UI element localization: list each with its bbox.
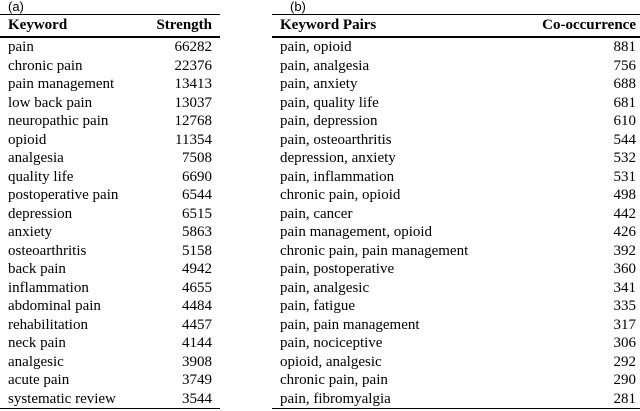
table-row	[0, 297, 220, 316]
table-row	[272, 186, 640, 205]
keyword-pair-cell: pain, anxiety	[280, 76, 358, 92]
table-row	[272, 353, 640, 372]
co-occurrence-cell: 292	[613, 353, 636, 370]
table-row	[0, 131, 220, 150]
co-occurrence-cell: 610	[613, 113, 636, 129]
strength-cell: 4144	[182, 335, 212, 351]
keyword-pair-cell: pain, analgesia	[280, 57, 370, 74]
strength-cell: 12768	[174, 113, 212, 129]
strength-cell: 3544	[182, 390, 212, 407]
table-row	[0, 186, 220, 205]
strength-cell: 3908	[182, 353, 212, 370]
keyword-cell: acute pain	[8, 372, 70, 388]
table-header-row	[272, 15, 640, 38]
column-header-co-occurrence: Co-occurrence	[514, 15, 640, 38]
keyword-cell: abdominal pain	[8, 298, 101, 314]
keyword-cell: pain	[8, 39, 34, 55]
table-row	[0, 57, 220, 76]
table-row	[0, 390, 220, 409]
co-occurrence-cell: 498	[613, 187, 636, 203]
column-header-keyword: Keyword	[0, 15, 140, 38]
table-row	[0, 37, 220, 57]
table-row	[272, 131, 640, 150]
strength-cell: 5158	[182, 242, 212, 259]
table-row	[272, 149, 640, 168]
table-row	[272, 334, 640, 353]
strength-cell: 6544	[182, 187, 212, 203]
keyword-pair-cell: pain, postoperative	[280, 261, 395, 277]
keyword-cell: neck pain	[8, 335, 66, 351]
keyword-pair-cell: pain, opioid	[280, 39, 352, 55]
table-row	[0, 316, 220, 335]
table-row	[272, 223, 640, 242]
keyword-cell: analgesic	[8, 353, 64, 370]
table-row	[272, 297, 640, 316]
keyword-pair-cell: pain, analgesic	[280, 279, 370, 296]
keyword-cell: quality life	[8, 168, 74, 185]
keyword-pair-cell: chronic pain, pain management	[280, 242, 469, 259]
strength-cell: 22376	[174, 57, 212, 74]
keyword-pair-cell: chronic pain, pain	[280, 372, 388, 388]
keyword-cell: chronic pain	[8, 57, 83, 74]
co-occurrence-cell: 426	[613, 224, 636, 240]
table-row	[272, 205, 640, 224]
keyword-cell: pain management	[8, 76, 115, 92]
table-row	[272, 242, 640, 261]
keyword-cell: systematic review	[8, 390, 116, 407]
keyword-pairs-panel	[272, 0, 640, 409]
co-occurrence-cell: 881	[613, 39, 636, 55]
keyword-pair-cell: pain, inflammation	[280, 168, 395, 185]
strength-cell: 4484	[182, 298, 212, 314]
keyword-cell: neuropathic pain	[8, 113, 109, 129]
panel-label-a: (a)	[8, 0, 24, 14]
keyword-strength-table	[0, 14, 220, 409]
table-row	[272, 260, 640, 279]
table-row	[272, 371, 640, 390]
co-occurrence-cell: 681	[613, 94, 636, 111]
strength-cell: 11354	[175, 131, 212, 148]
co-occurrence-cell: 306	[613, 335, 636, 351]
column-header-strength: Strength	[140, 15, 220, 38]
co-occurrence-cell: 290	[613, 372, 636, 388]
keyword-pair-cell: pain, pain management	[280, 316, 420, 333]
table-row	[272, 37, 640, 57]
table-row	[0, 112, 220, 131]
table-row	[0, 353, 220, 372]
keyword-pair-cell: pain, cancer	[280, 205, 353, 222]
table-row	[0, 168, 220, 187]
table-row	[0, 205, 220, 224]
strength-cell: 4655	[182, 279, 212, 296]
strength-cell: 6515	[182, 205, 212, 222]
strength-cell: 7508	[182, 150, 212, 166]
column-header-keyword-pairs: Keyword Pairs	[272, 15, 514, 38]
keyword-pairs-table	[272, 14, 640, 409]
panel-label-b: (b)	[290, 0, 306, 14]
table-row	[272, 57, 640, 76]
co-occurrence-cell: 531	[613, 168, 636, 185]
keyword-cell: low back pain	[8, 94, 93, 111]
strength-cell: 4942	[182, 261, 212, 277]
co-occurrence-cell: 281	[613, 390, 636, 407]
table-row	[272, 316, 640, 335]
table-row	[272, 94, 640, 113]
table-row	[0, 371, 220, 390]
co-occurrence-cell: 360	[613, 261, 636, 277]
keyword-cell: inflammation	[8, 279, 89, 296]
table-row	[0, 279, 220, 298]
co-occurrence-cell: 532	[613, 150, 636, 166]
table-row	[0, 75, 220, 94]
keyword-strength-body	[0, 37, 220, 409]
table-row	[272, 75, 640, 94]
keyword-cell: back pain	[8, 261, 66, 277]
co-occurrence-cell: 544	[613, 131, 636, 148]
keyword-pair-cell: pain management, opioid	[280, 224, 433, 240]
keyword-pair-cell: pain, osteoarthritis	[280, 131, 392, 148]
table-row	[0, 94, 220, 113]
keyword-pair-cell: opioid, analgesic	[280, 353, 382, 370]
keyword-pair-cell: pain, depression	[280, 113, 378, 129]
strength-cell: 13413	[174, 76, 212, 92]
table-row	[272, 112, 640, 131]
keyword-cell: depression	[8, 205, 73, 222]
keyword-pair-cell: pain, quality life	[280, 94, 379, 111]
keyword-pair-cell: chronic pain, opioid	[280, 187, 401, 203]
keyword-pair-cell: depression, anxiety	[280, 150, 396, 166]
table-row	[0, 260, 220, 279]
keyword-cell: osteoarthritis	[8, 242, 87, 259]
keyword-cell: postoperative pain	[8, 187, 119, 203]
table-row	[272, 279, 640, 298]
keyword-cell: opioid	[8, 131, 47, 148]
keyword-strength-panel	[0, 0, 220, 409]
keyword-pair-cell: pain, fibromyalgia	[280, 390, 391, 407]
keyword-pair-cell: pain, fatigue	[280, 298, 355, 314]
strength-cell: 66282	[174, 39, 212, 55]
table-row	[272, 390, 640, 409]
keyword-cell: analgesia	[8, 150, 64, 166]
keyword-pairs-body	[272, 37, 640, 409]
co-occurrence-cell: 335	[613, 298, 636, 314]
strength-cell: 13037	[174, 94, 212, 111]
table-header-row	[0, 15, 220, 38]
keyword-cell: rehabilitation	[8, 316, 88, 333]
co-occurrence-cell: 392	[613, 242, 636, 259]
keyword-cell: anxiety	[8, 224, 53, 240]
table-row	[0, 223, 220, 242]
co-occurrence-cell: 442	[613, 205, 636, 222]
strength-cell: 6690	[182, 168, 212, 185]
strength-cell: 4457	[182, 316, 212, 333]
co-occurrence-cell: 756	[613, 57, 636, 74]
co-occurrence-cell: 688	[613, 76, 636, 92]
table-row	[0, 149, 220, 168]
co-occurrence-cell: 317	[613, 316, 636, 333]
table-row	[0, 242, 220, 261]
keyword-pair-cell: pain, nociceptive	[280, 335, 383, 351]
strength-cell: 5863	[182, 224, 212, 240]
co-occurrence-cell: 341	[613, 279, 636, 296]
table-row	[0, 334, 220, 353]
strength-cell: 3749	[182, 372, 212, 388]
table-row	[272, 168, 640, 187]
